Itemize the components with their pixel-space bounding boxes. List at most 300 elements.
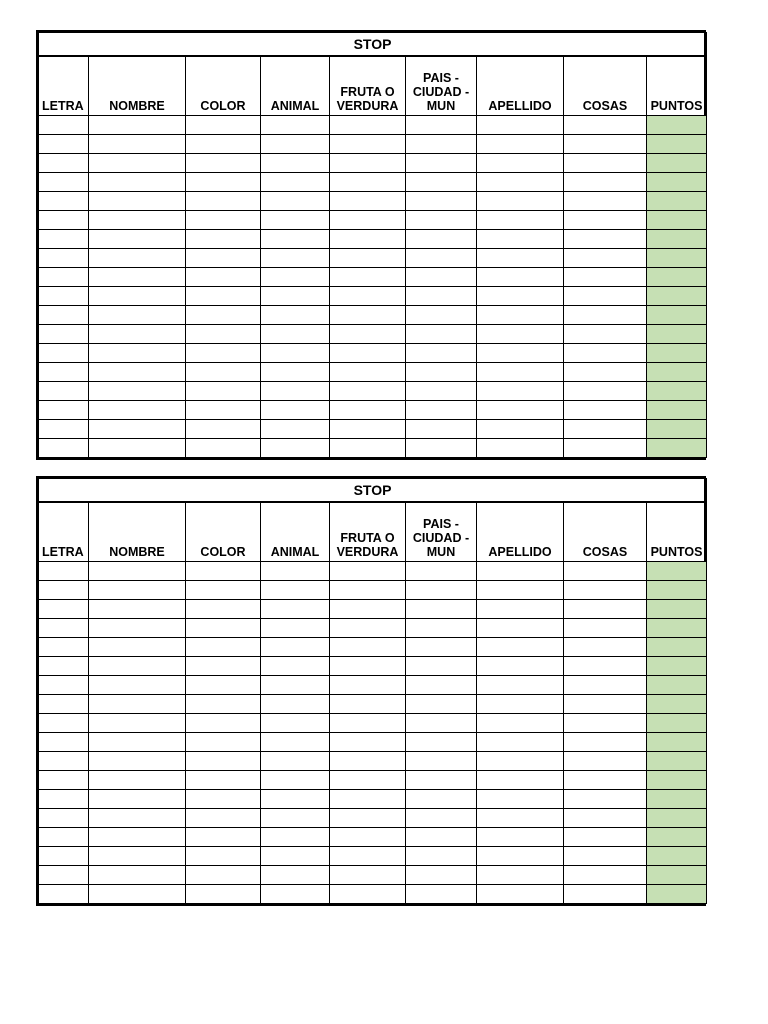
- answer-cell[interactable]: [330, 192, 406, 211]
- answer-cell[interactable]: [261, 306, 330, 325]
- answer-cell[interactable]: [39, 116, 89, 135]
- answer-cell[interactable]: [406, 173, 477, 192]
- answer-cell[interactable]: [564, 192, 647, 211]
- answer-cell[interactable]: [477, 828, 564, 847]
- answer-cell[interactable]: [406, 714, 477, 733]
- answer-cell[interactable]: [186, 638, 261, 657]
- answer-cell[interactable]: [89, 733, 186, 752]
- answer-cell[interactable]: [89, 847, 186, 866]
- answer-cell[interactable]: [330, 638, 406, 657]
- answer-cell[interactable]: [477, 382, 564, 401]
- answer-cell[interactable]: [477, 249, 564, 268]
- answer-cell[interactable]: [477, 771, 564, 790]
- answer-cell[interactable]: [330, 439, 406, 458]
- answer-cell[interactable]: [261, 828, 330, 847]
- answer-cell[interactable]: [39, 401, 89, 420]
- answer-cell[interactable]: [39, 733, 89, 752]
- points-cell[interactable]: [647, 154, 707, 173]
- points-cell[interactable]: [647, 733, 707, 752]
- answer-cell[interactable]: [477, 211, 564, 230]
- answer-cell[interactable]: [564, 581, 647, 600]
- answer-cell[interactable]: [89, 287, 186, 306]
- answer-cell[interactable]: [564, 135, 647, 154]
- answer-cell[interactable]: [39, 866, 89, 885]
- answer-cell[interactable]: [406, 790, 477, 809]
- answer-cell[interactable]: [330, 268, 406, 287]
- points-cell[interactable]: [647, 116, 707, 135]
- answer-cell[interactable]: [261, 230, 330, 249]
- answer-cell[interactable]: [186, 771, 261, 790]
- answer-cell[interactable]: [477, 401, 564, 420]
- points-cell[interactable]: [647, 401, 707, 420]
- answer-cell[interactable]: [89, 230, 186, 249]
- answer-cell[interactable]: [89, 420, 186, 439]
- answer-cell[interactable]: [186, 619, 261, 638]
- answer-cell[interactable]: [477, 657, 564, 676]
- answer-cell[interactable]: [261, 268, 330, 287]
- answer-cell[interactable]: [564, 809, 647, 828]
- answer-cell[interactable]: [261, 116, 330, 135]
- answer-cell[interactable]: [39, 287, 89, 306]
- answer-cell[interactable]: [39, 581, 89, 600]
- answer-cell[interactable]: [186, 287, 261, 306]
- answer-cell[interactable]: [330, 790, 406, 809]
- answer-cell[interactable]: [89, 135, 186, 154]
- answer-cell[interactable]: [39, 363, 89, 382]
- answer-cell[interactable]: [186, 790, 261, 809]
- answer-cell[interactable]: [330, 581, 406, 600]
- points-cell[interactable]: [647, 306, 707, 325]
- answer-cell[interactable]: [406, 211, 477, 230]
- answer-cell[interactable]: [89, 211, 186, 230]
- answer-cell[interactable]: [477, 116, 564, 135]
- answer-cell[interactable]: [89, 657, 186, 676]
- answer-cell[interactable]: [564, 211, 647, 230]
- answer-cell[interactable]: [564, 154, 647, 173]
- points-cell[interactable]: [647, 135, 707, 154]
- answer-cell[interactable]: [186, 268, 261, 287]
- answer-cell[interactable]: [186, 657, 261, 676]
- answer-cell[interactable]: [261, 619, 330, 638]
- answer-cell[interactable]: [477, 154, 564, 173]
- answer-cell[interactable]: [564, 439, 647, 458]
- points-cell[interactable]: [647, 192, 707, 211]
- points-cell[interactable]: [647, 249, 707, 268]
- answer-cell[interactable]: [477, 581, 564, 600]
- answer-cell[interactable]: [477, 847, 564, 866]
- answer-cell[interactable]: [39, 325, 89, 344]
- answer-cell[interactable]: [186, 420, 261, 439]
- answer-cell[interactable]: [477, 363, 564, 382]
- answer-cell[interactable]: [261, 401, 330, 420]
- answer-cell[interactable]: [89, 306, 186, 325]
- answer-cell[interactable]: [89, 809, 186, 828]
- answer-cell[interactable]: [564, 600, 647, 619]
- answer-cell[interactable]: [330, 600, 406, 619]
- answer-cell[interactable]: [261, 135, 330, 154]
- answer-cell[interactable]: [89, 600, 186, 619]
- answer-cell[interactable]: [89, 866, 186, 885]
- answer-cell[interactable]: [261, 363, 330, 382]
- answer-cell[interactable]: [406, 562, 477, 581]
- answer-cell[interactable]: [406, 420, 477, 439]
- answer-cell[interactable]: [477, 562, 564, 581]
- answer-cell[interactable]: [89, 828, 186, 847]
- answer-cell[interactable]: [330, 116, 406, 135]
- answer-cell[interactable]: [39, 657, 89, 676]
- answer-cell[interactable]: [89, 752, 186, 771]
- answer-cell[interactable]: [186, 581, 261, 600]
- points-cell[interactable]: [647, 363, 707, 382]
- points-cell[interactable]: [647, 173, 707, 192]
- answer-cell[interactable]: [261, 420, 330, 439]
- points-cell[interactable]: [647, 676, 707, 695]
- answer-cell[interactable]: [39, 382, 89, 401]
- answer-cell[interactable]: [330, 382, 406, 401]
- answer-cell[interactable]: [186, 866, 261, 885]
- answer-cell[interactable]: [89, 619, 186, 638]
- answer-cell[interactable]: [564, 752, 647, 771]
- answer-cell[interactable]: [406, 809, 477, 828]
- answer-cell[interactable]: [89, 790, 186, 809]
- answer-cell[interactable]: [477, 600, 564, 619]
- answer-cell[interactable]: [186, 714, 261, 733]
- answer-cell[interactable]: [186, 173, 261, 192]
- answer-cell[interactable]: [186, 809, 261, 828]
- answer-cell[interactable]: [406, 885, 477, 904]
- answer-cell[interactable]: [330, 828, 406, 847]
- answer-cell[interactable]: [477, 325, 564, 344]
- answer-cell[interactable]: [330, 733, 406, 752]
- answer-cell[interactable]: [406, 325, 477, 344]
- points-cell[interactable]: [647, 382, 707, 401]
- answer-cell[interactable]: [477, 287, 564, 306]
- points-cell[interactable]: [647, 866, 707, 885]
- answer-cell[interactable]: [89, 714, 186, 733]
- answer-cell[interactable]: [186, 733, 261, 752]
- answer-cell[interactable]: [39, 344, 89, 363]
- points-cell[interactable]: [647, 619, 707, 638]
- answer-cell[interactable]: [330, 420, 406, 439]
- answer-cell[interactable]: [330, 657, 406, 676]
- answer-cell[interactable]: [477, 192, 564, 211]
- answer-cell[interactable]: [89, 268, 186, 287]
- answer-cell[interactable]: [39, 268, 89, 287]
- answer-cell[interactable]: [564, 382, 647, 401]
- answer-cell[interactable]: [477, 733, 564, 752]
- answer-cell[interactable]: [564, 287, 647, 306]
- answer-cell[interactable]: [186, 306, 261, 325]
- points-cell[interactable]: [647, 562, 707, 581]
- answer-cell[interactable]: [186, 192, 261, 211]
- answer-cell[interactable]: [330, 695, 406, 714]
- answer-cell[interactable]: [39, 790, 89, 809]
- answer-cell[interactable]: [39, 638, 89, 657]
- answer-cell[interactable]: [330, 885, 406, 904]
- answer-cell[interactable]: [39, 192, 89, 211]
- answer-cell[interactable]: [406, 116, 477, 135]
- answer-cell[interactable]: [186, 752, 261, 771]
- answer-cell[interactable]: [406, 638, 477, 657]
- answer-cell[interactable]: [406, 154, 477, 173]
- answer-cell[interactable]: [89, 562, 186, 581]
- points-cell[interactable]: [647, 439, 707, 458]
- answer-cell[interactable]: [406, 619, 477, 638]
- answer-cell[interactable]: [477, 619, 564, 638]
- answer-cell[interactable]: [261, 287, 330, 306]
- answer-cell[interactable]: [39, 695, 89, 714]
- points-cell[interactable]: [647, 325, 707, 344]
- answer-cell[interactable]: [186, 676, 261, 695]
- answer-cell[interactable]: [39, 847, 89, 866]
- answer-cell[interactable]: [39, 676, 89, 695]
- answer-cell[interactable]: [477, 866, 564, 885]
- answer-cell[interactable]: [39, 752, 89, 771]
- answer-cell[interactable]: [39, 771, 89, 790]
- answer-cell[interactable]: [330, 752, 406, 771]
- answer-cell[interactable]: [564, 733, 647, 752]
- answer-cell[interactable]: [330, 847, 406, 866]
- answer-cell[interactable]: [39, 619, 89, 638]
- answer-cell[interactable]: [261, 676, 330, 695]
- answer-cell[interactable]: [89, 401, 186, 420]
- answer-cell[interactable]: [564, 828, 647, 847]
- answer-cell[interactable]: [186, 325, 261, 344]
- answer-cell[interactable]: [330, 809, 406, 828]
- answer-cell[interactable]: [477, 638, 564, 657]
- answer-cell[interactable]: [477, 420, 564, 439]
- answer-cell[interactable]: [564, 676, 647, 695]
- answer-cell[interactable]: [261, 581, 330, 600]
- answer-cell[interactable]: [564, 847, 647, 866]
- answer-cell[interactable]: [564, 885, 647, 904]
- answer-cell[interactable]: [261, 249, 330, 268]
- answer-cell[interactable]: [406, 192, 477, 211]
- answer-cell[interactable]: [406, 752, 477, 771]
- answer-cell[interactable]: [564, 638, 647, 657]
- answer-cell[interactable]: [406, 230, 477, 249]
- answer-cell[interactable]: [39, 230, 89, 249]
- points-cell[interactable]: [647, 714, 707, 733]
- answer-cell[interactable]: [186, 828, 261, 847]
- points-cell[interactable]: [647, 657, 707, 676]
- answer-cell[interactable]: [330, 363, 406, 382]
- answer-cell[interactable]: [261, 771, 330, 790]
- answer-cell[interactable]: [261, 211, 330, 230]
- answer-cell[interactable]: [186, 885, 261, 904]
- answer-cell[interactable]: [406, 344, 477, 363]
- answer-cell[interactable]: [477, 809, 564, 828]
- answer-cell[interactable]: [186, 116, 261, 135]
- answer-cell[interactable]: [564, 344, 647, 363]
- answer-cell[interactable]: [477, 268, 564, 287]
- answer-cell[interactable]: [261, 382, 330, 401]
- answer-cell[interactable]: [330, 173, 406, 192]
- answer-cell[interactable]: [261, 790, 330, 809]
- answer-cell[interactable]: [330, 619, 406, 638]
- answer-cell[interactable]: [39, 173, 89, 192]
- answer-cell[interactable]: [186, 562, 261, 581]
- points-cell[interactable]: [647, 211, 707, 230]
- answer-cell[interactable]: [406, 306, 477, 325]
- answer-cell[interactable]: [186, 382, 261, 401]
- answer-cell[interactable]: [39, 809, 89, 828]
- answer-cell[interactable]: [564, 695, 647, 714]
- answer-cell[interactable]: [186, 439, 261, 458]
- answer-cell[interactable]: [186, 154, 261, 173]
- answer-cell[interactable]: [406, 866, 477, 885]
- answer-cell[interactable]: [330, 211, 406, 230]
- answer-cell[interactable]: [406, 676, 477, 695]
- answer-cell[interactable]: [330, 771, 406, 790]
- answer-cell[interactable]: [89, 154, 186, 173]
- answer-cell[interactable]: [477, 344, 564, 363]
- answer-cell[interactable]: [564, 363, 647, 382]
- answer-cell[interactable]: [330, 249, 406, 268]
- answer-cell[interactable]: [477, 790, 564, 809]
- answer-cell[interactable]: [261, 657, 330, 676]
- answer-cell[interactable]: [330, 325, 406, 344]
- answer-cell[interactable]: [261, 847, 330, 866]
- answer-cell[interactable]: [89, 116, 186, 135]
- points-cell[interactable]: [647, 752, 707, 771]
- answer-cell[interactable]: [186, 135, 261, 154]
- answer-cell[interactable]: [564, 173, 647, 192]
- answer-cell[interactable]: [89, 771, 186, 790]
- points-cell[interactable]: [647, 581, 707, 600]
- answer-cell[interactable]: [406, 439, 477, 458]
- answer-cell[interactable]: [564, 619, 647, 638]
- answer-cell[interactable]: [261, 714, 330, 733]
- answer-cell[interactable]: [564, 401, 647, 420]
- answer-cell[interactable]: [186, 695, 261, 714]
- answer-cell[interactable]: [330, 154, 406, 173]
- answer-cell[interactable]: [89, 638, 186, 657]
- answer-cell[interactable]: [186, 600, 261, 619]
- answer-cell[interactable]: [330, 401, 406, 420]
- answer-cell[interactable]: [330, 562, 406, 581]
- answer-cell[interactable]: [477, 695, 564, 714]
- answer-cell[interactable]: [406, 401, 477, 420]
- answer-cell[interactable]: [564, 249, 647, 268]
- answer-cell[interactable]: [564, 116, 647, 135]
- answer-cell[interactable]: [477, 885, 564, 904]
- answer-cell[interactable]: [39, 306, 89, 325]
- points-cell[interactable]: [647, 230, 707, 249]
- answer-cell[interactable]: [186, 249, 261, 268]
- points-cell[interactable]: [647, 420, 707, 439]
- answer-cell[interactable]: [477, 230, 564, 249]
- points-cell[interactable]: [647, 809, 707, 828]
- points-cell[interactable]: [647, 828, 707, 847]
- answer-cell[interactable]: [564, 562, 647, 581]
- answer-cell[interactable]: [406, 268, 477, 287]
- answer-cell[interactable]: [186, 211, 261, 230]
- answer-cell[interactable]: [89, 885, 186, 904]
- answer-cell[interactable]: [406, 382, 477, 401]
- answer-cell[interactable]: [39, 714, 89, 733]
- answer-cell[interactable]: [261, 809, 330, 828]
- answer-cell[interactable]: [564, 866, 647, 885]
- answer-cell[interactable]: [39, 211, 89, 230]
- answer-cell[interactable]: [186, 847, 261, 866]
- answer-cell[interactable]: [477, 439, 564, 458]
- answer-cell[interactable]: [406, 363, 477, 382]
- answer-cell[interactable]: [89, 695, 186, 714]
- answer-cell[interactable]: [261, 752, 330, 771]
- answer-cell[interactable]: [261, 638, 330, 657]
- answer-cell[interactable]: [564, 771, 647, 790]
- answer-cell[interactable]: [89, 192, 186, 211]
- answer-cell[interactable]: [261, 600, 330, 619]
- answer-cell[interactable]: [564, 306, 647, 325]
- answer-cell[interactable]: [330, 287, 406, 306]
- answer-cell[interactable]: [330, 866, 406, 885]
- answer-cell[interactable]: [39, 885, 89, 904]
- points-cell[interactable]: [647, 695, 707, 714]
- answer-cell[interactable]: [406, 249, 477, 268]
- answer-cell[interactable]: [39, 154, 89, 173]
- answer-cell[interactable]: [564, 420, 647, 439]
- points-cell[interactable]: [647, 847, 707, 866]
- answer-cell[interactable]: [89, 382, 186, 401]
- points-cell[interactable]: [647, 600, 707, 619]
- answer-cell[interactable]: [477, 173, 564, 192]
- answer-cell[interactable]: [186, 401, 261, 420]
- answer-cell[interactable]: [261, 192, 330, 211]
- answer-cell[interactable]: [261, 154, 330, 173]
- answer-cell[interactable]: [261, 562, 330, 581]
- answer-cell[interactable]: [261, 173, 330, 192]
- answer-cell[interactable]: [261, 344, 330, 363]
- answer-cell[interactable]: [89, 173, 186, 192]
- answer-cell[interactable]: [261, 325, 330, 344]
- answer-cell[interactable]: [477, 714, 564, 733]
- answer-cell[interactable]: [564, 657, 647, 676]
- answer-cell[interactable]: [564, 325, 647, 344]
- answer-cell[interactable]: [406, 695, 477, 714]
- answer-cell[interactable]: [89, 249, 186, 268]
- answer-cell[interactable]: [330, 230, 406, 249]
- answer-cell[interactable]: [261, 866, 330, 885]
- answer-cell[interactable]: [330, 344, 406, 363]
- answer-cell[interactable]: [477, 135, 564, 154]
- answer-cell[interactable]: [406, 657, 477, 676]
- points-cell[interactable]: [647, 771, 707, 790]
- answer-cell[interactable]: [39, 828, 89, 847]
- answer-cell[interactable]: [39, 135, 89, 154]
- answer-cell[interactable]: [39, 439, 89, 458]
- answer-cell[interactable]: [89, 676, 186, 695]
- answer-cell[interactable]: [330, 714, 406, 733]
- answer-cell[interactable]: [477, 306, 564, 325]
- answer-cell[interactable]: [89, 439, 186, 458]
- answer-cell[interactable]: [186, 230, 261, 249]
- answer-cell[interactable]: [406, 733, 477, 752]
- answer-cell[interactable]: [186, 363, 261, 382]
- answer-cell[interactable]: [39, 562, 89, 581]
- answer-cell[interactable]: [261, 885, 330, 904]
- points-cell[interactable]: [647, 638, 707, 657]
- answer-cell[interactable]: [89, 363, 186, 382]
- answer-cell[interactable]: [39, 420, 89, 439]
- answer-cell[interactable]: [477, 752, 564, 771]
- answer-cell[interactable]: [89, 325, 186, 344]
- answer-cell[interactable]: [261, 733, 330, 752]
- answer-cell[interactable]: [406, 135, 477, 154]
- answer-cell[interactable]: [89, 581, 186, 600]
- points-cell[interactable]: [647, 344, 707, 363]
